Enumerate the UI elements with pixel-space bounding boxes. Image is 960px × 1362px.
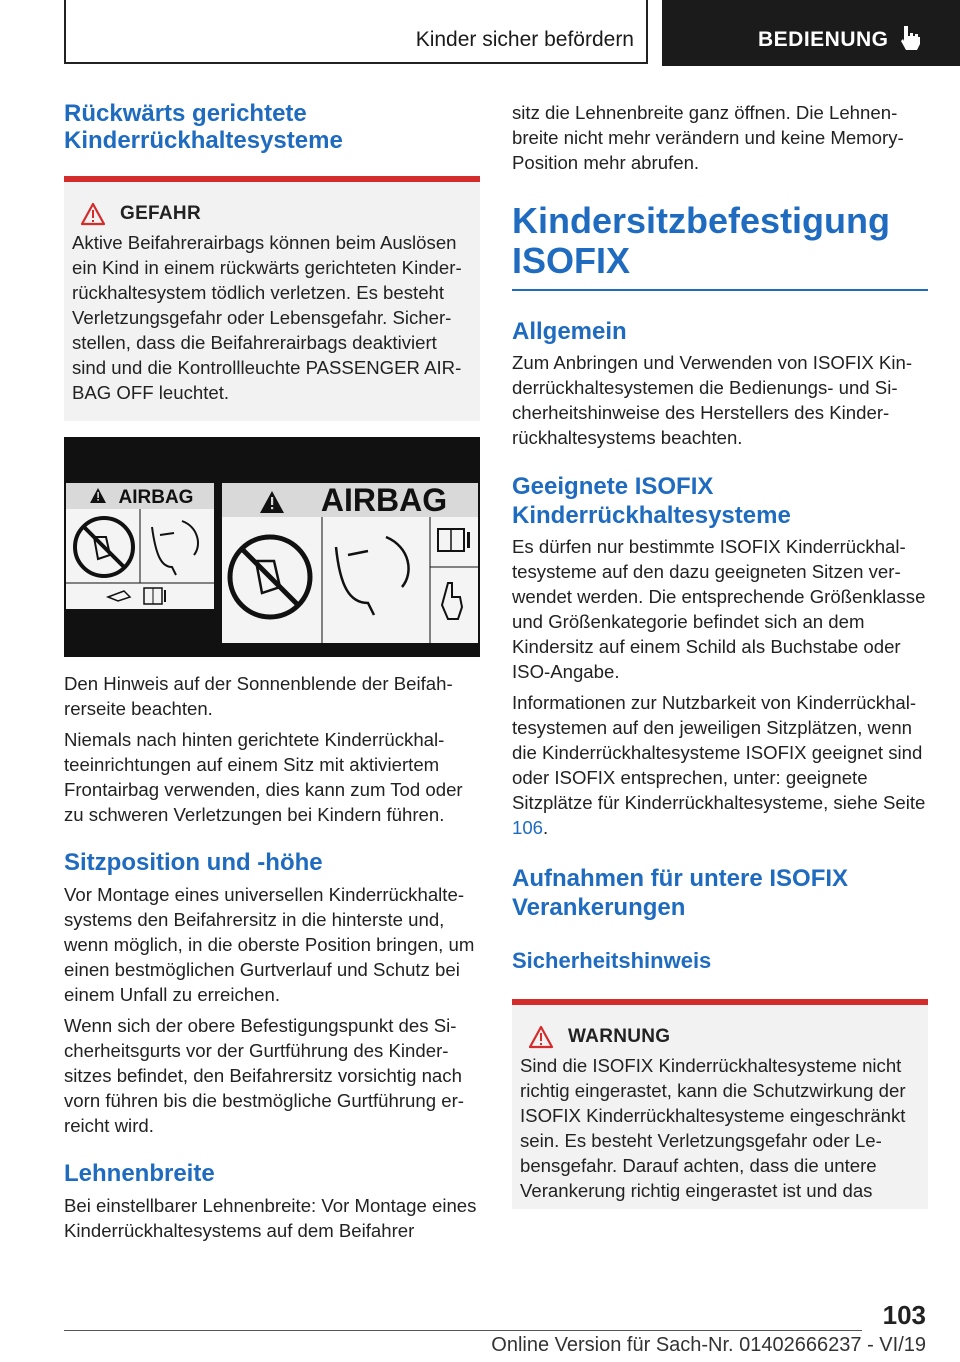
warning-header bbox=[520, 1025, 920, 1049]
para-general: Zum Anbringen und Verwenden von ISOFIX Kinderrückhaltesystemen die Bedienungs- und Sicherheitshinweise des Herstellers des Kinderrückhaltesystems beachten. bbox=[512, 352, 913, 448]
page-link-106[interactable]: 106 bbox=[512, 817, 544, 838]
heading-backrest-width: Lehnenbreite bbox=[64, 1160, 215, 1187]
footer-divider bbox=[64, 1330, 862, 1331]
warning-box bbox=[512, 999, 928, 1209]
para-suitable-1: Es dürfen nur bestimmte ISOFIX Kinderrückhaltesysteme auf den dazu geeigneten Sitzen verwendet werden. Die entsprechende Größenklasse und Größenkategorie befindet sich an dem Kindersitz auf einem Schild als Buchstabe oder ISO-Angabe. bbox=[512, 536, 926, 682]
para-suitable-2-text: Informationen zur Nutzbarkeit von Kinderrückhaltesystemen auf den jeweiligen Sitzplätzen, wenn die Kinderrückhaltesysteme ISOFIX geeignet sind oder ISOFIX entsprechen, unter: geeignete Sitzplätze für Kinderrückhaltesysteme, siehe Seite bbox=[512, 692, 926, 813]
para-seat-position-2: Wenn sich der obere Befestigungspunkt des Sicherheitsgurts vor der Gurtführung des Kindersitzes befindet, den Beifahrersitz vorsichtig nach vorn führen bis die bestmögliche Gurtführung erreicht wird. bbox=[64, 1015, 464, 1136]
danger-header bbox=[72, 202, 472, 226]
para-backrest-width: Bei einstellbarer Lehnenbreite: Vor Montage eines Kinderrückhaltesystems auf dem Beifahrer bbox=[64, 1195, 477, 1241]
heading-divider bbox=[512, 289, 928, 291]
danger-text: Aktive Beifahrerairbags können beim Auslösen ein Kind in einem rückwärts gerichteten Kinderrückhaltesystem tödlich verletzen. Es besteht Verletzungsgefahr oder Lebensgefahr. Sicherstellen, dass die Beifahrerairbags deaktiviert sind und die Kontrollleuchte PASSENGER AIRBAG OFF leuchtet. bbox=[72, 232, 462, 403]
chapter-tab bbox=[64, 0, 648, 64]
heading-isofix: Kindersitzbefestigung ISOFIX bbox=[512, 200, 891, 281]
heading-rear-facing: Rückwärts gerichtete Kinderrückhaltesysteme bbox=[64, 100, 343, 154]
warning-text: Sind die ISOFIX Kinderrückhaltesysteme nicht richtig eingerastet, kann die Schutzwirkung der ISOFIX Kinderrückhaltesysteme eingeschränkt sein. Es besteht Verletzungsgefahr oder Lebensgefahr. Darauf achten, dass die untere Verankerung richtig eingerastet ist und das bbox=[520, 1055, 906, 1201]
heading-general: Allgemein bbox=[512, 318, 627, 345]
danger-box bbox=[64, 176, 480, 421]
chapter-title: Kinder sicher befördern bbox=[415, 28, 634, 51]
airbag-text-large: AIRBAG bbox=[320, 482, 448, 518]
heading-safety-note: Sicherheitshinweis bbox=[512, 948, 712, 973]
warning-label: WARNUNG bbox=[568, 1026, 671, 1047]
para-never-rear-facing: Niemals nach hinten gerichtete Kinderrückhalteeinrichtungen auf einem Sitz mit aktiviertem Frontairbag verwenden, dies kann zum Tod oder zu schweren Verletzungen bei Kindern führen. bbox=[64, 729, 463, 825]
airbag-label-illustration bbox=[64, 437, 480, 657]
warning-triangle-icon bbox=[80, 202, 106, 226]
para-sun-visor: Den Hinweis auf der Sonnenblende der Beifahrerseite beachten. bbox=[64, 673, 453, 719]
page-header bbox=[0, 0, 960, 66]
warning-triangle-icon bbox=[528, 1025, 554, 1049]
online-version-note: Online Version für Sach-Nr. 01402666237 - VI/19 bbox=[491, 1334, 926, 1356]
heading-isofix-mounts: Aufnahmen für untere ISOFIX Verankerungen bbox=[512, 865, 849, 921]
section-label: BEDIENUNG bbox=[758, 28, 889, 51]
hand-pointer-icon bbox=[898, 24, 924, 52]
danger-label: GEFAHR bbox=[120, 203, 201, 224]
page-number: 103 bbox=[882, 1300, 926, 1330]
airbag-text-small: AIRBAG bbox=[118, 487, 194, 508]
airbag-label-image bbox=[64, 437, 480, 657]
left-column bbox=[64, 100, 480, 1243]
heading-suitable-isofix: Geeignete ISOFIX Kinderrückhaltesysteme bbox=[512, 473, 791, 529]
para-suitable-2: Informationen zur Nutzbarkeit von Kinderrückhaltesystemen auf den jeweiligen Sitzplätzen, wenn die Kinderrückhaltesysteme ISOFIX geeignet sind oder ISOFIX entsprechen, unter: geeignete Sitzplätze für Kinderrückhaltesysteme, siehe Seite 106. bbox=[512, 692, 926, 838]
para-seat-position-1: Vor Montage eines universellen Kinderrückhaltesystems den Beifahrersitz in die hinterste und, wenn möglich, in die oberste Position bringen, um einen bestmöglichen Gurtverlauf und Schutz bei einem Unfall zu erreichen. bbox=[64, 884, 475, 1005]
heading-seat-position: Sitzposition und -höhe bbox=[64, 849, 323, 876]
section-tab bbox=[662, 0, 960, 66]
right-column bbox=[512, 100, 928, 1209]
para-backrest-continued: sitz die Lehnenbreite ganz öffnen. Die Lehnenbreite nicht mehr verändern und keine Memory-Position mehr abrufen. bbox=[512, 102, 904, 173]
